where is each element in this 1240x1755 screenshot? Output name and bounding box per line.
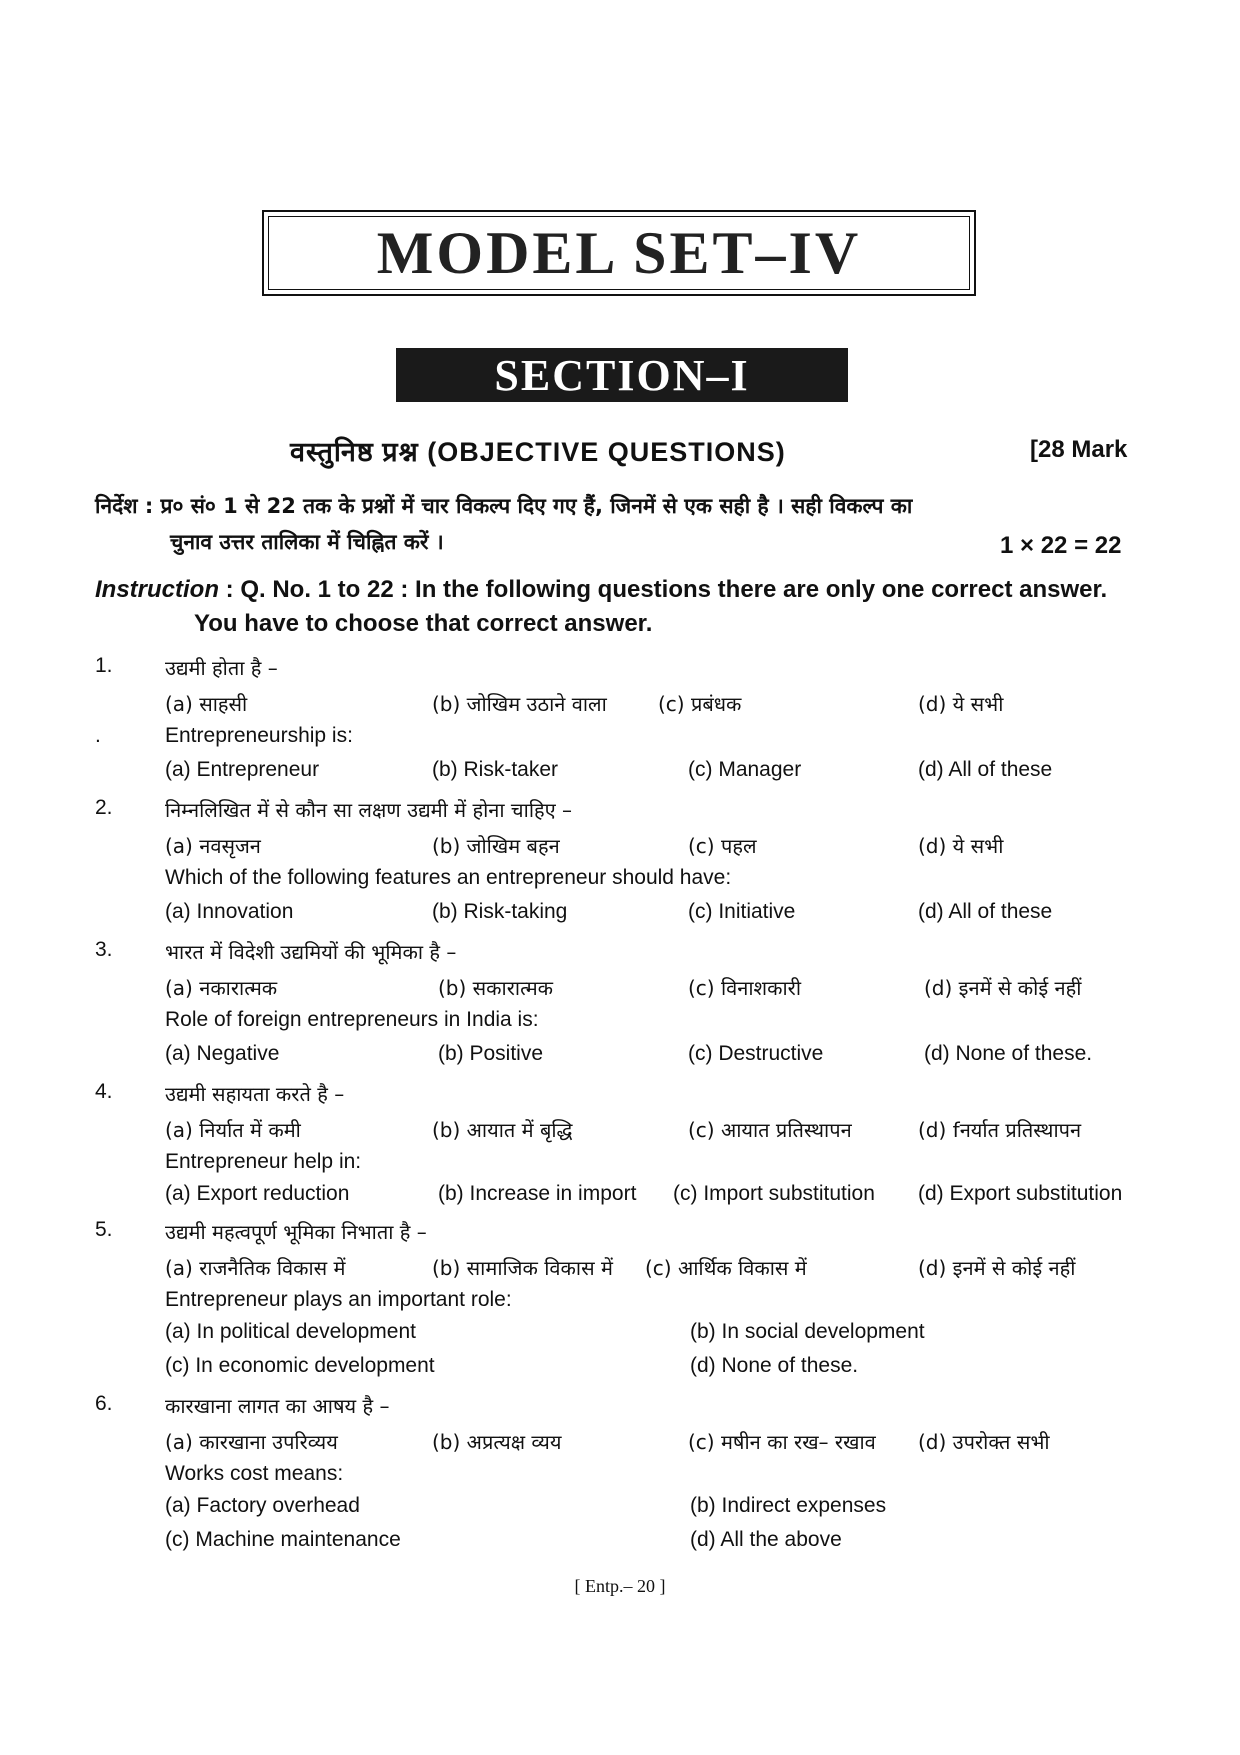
hindi-instruction-line1: निर्देश : प्र० सं० 1 से 22 तक के प्रश्नों में चार विकल्प दिए गए हैं, जिनमें से एक सही है । सही विकल्प का	[95, 494, 913, 518]
question-english: Which of the following features an entrepreneur should have:	[165, 866, 732, 889]
option-hindi-b: (b) सामाजिक विकास में	[432, 1256, 613, 1280]
option-english-a: (a) Factory overhead	[165, 1494, 360, 1517]
option-hindi-a: (a) साहसी	[165, 692, 248, 716]
option-hindi-c: (c) आर्थिक विकास में	[645, 1256, 807, 1280]
option-hindi-b: (b) आयात में बृद्धि	[432, 1118, 573, 1142]
question-number: 5.	[95, 1218, 113, 1241]
title-box	[262, 210, 976, 296]
question-english: Entrepreneur help in:	[165, 1150, 362, 1173]
option-english-b: (b) Risk-taking	[432, 900, 568, 923]
option-english-d: (d) All of these	[918, 758, 1053, 781]
option-hindi-c: (c) पहल	[688, 834, 757, 858]
option-english-d: (d) Export substitution	[918, 1182, 1123, 1205]
option-hindi-d: (d) इनमें से कोई नहीं	[924, 976, 1082, 1000]
question-english: Entrepreneur plays an important role:	[165, 1288, 512, 1311]
option-english-b: (b) Increase in import	[438, 1182, 637, 1205]
instruction-line2: You have to choose that correct answer.	[194, 610, 653, 637]
option-english-a: (a) Negative	[165, 1042, 280, 1065]
question-hindi: उद्यमी होता है –	[165, 656, 278, 680]
question-number: 4.	[95, 1080, 113, 1103]
option-hindi-d: (d) इनमें से कोई नहीं	[918, 1256, 1076, 1280]
question-number-en: .	[95, 724, 101, 747]
option-hindi-c: (c) प्रबंधक	[658, 692, 742, 716]
option-hindi-a: (a) नवसृजन	[165, 834, 261, 858]
question-hindi: निम्नलिखित में से कौन सा लक्षण उद्यमी में होना चाहिए –	[165, 798, 573, 822]
option-english-c: (c) In economic development	[165, 1354, 435, 1377]
option-hindi-c: (c) मषीन का रख– रखाव	[688, 1430, 876, 1454]
question-english: Works cost means:	[165, 1462, 344, 1485]
option-english-c: (c) Import substitution	[673, 1182, 875, 1205]
option-english-d: (d) None of these.	[924, 1042, 1093, 1065]
option-english-c: (c) Initiative	[688, 900, 796, 923]
hindi-instruction-line2: चुनाव उत्तर तालिका में चिह्नित करें ।	[170, 530, 444, 554]
instruction-line1	[95, 576, 1107, 604]
option-hindi-d: (d) उपरोक्त सभी	[918, 1430, 1050, 1454]
option-hindi-b: (b) जोखिम बहन	[432, 834, 560, 858]
option-english-c: (c) Destructive	[688, 1042, 824, 1065]
question-english: Role of foreign entrepreneurs in India is:	[165, 1008, 539, 1031]
question-number: 1.	[95, 654, 113, 677]
option-english-b: (b) In social development	[690, 1320, 925, 1343]
page-footer: [ Entp.– 20 ]	[574, 1576, 666, 1596]
option-english-d: (d) All of these	[918, 900, 1053, 923]
instruction-text: : Q. No. 1 to 22 : In the following questions there are only one correct answer.	[219, 576, 1108, 603]
question-number: 6.	[95, 1392, 113, 1415]
option-hindi-b: (b) जोखिम उठाने वाला	[432, 692, 607, 716]
score-formula: 1 × 22 = 22	[1000, 532, 1122, 559]
option-english-c: (c) Machine maintenance	[165, 1528, 401, 1551]
option-english-b: (b) Indirect expenses	[690, 1494, 887, 1517]
option-hindi-b: (b) अप्रत्यक्ष व्यय	[432, 1430, 562, 1454]
option-hindi-d: (d) ये सभी	[918, 834, 1004, 858]
question-hindi: उद्यमी सहायता करते है –	[165, 1082, 345, 1106]
section-heading: SECTION–I	[396, 348, 848, 402]
option-hindi-c: (c) आयात प्रतिस्थापन	[688, 1118, 852, 1142]
option-english-a: (a) Export reduction	[165, 1182, 350, 1205]
option-hindi-d: (d) ये सभी	[918, 692, 1004, 716]
question-number: 3.	[95, 938, 113, 961]
question-hindi: उद्यमी महत्वपूर्ण भूमिका निभाता है –	[165, 1220, 427, 1244]
option-hindi-a: (a) नकारात्मक	[165, 976, 278, 1000]
option-english-b: (b) Positive	[438, 1042, 544, 1065]
option-english-a: (a) Innovation	[165, 900, 294, 923]
question-hindi: भारत में विदेशी उद्यमियों की भूमिका है –	[165, 940, 457, 964]
option-english-d: (d) None of these.	[690, 1354, 859, 1377]
objective-heading: वस्तुनिष्ठ प्रश्न (OBJECTIVE QUESTIONS)	[290, 437, 786, 467]
question-number: 2.	[95, 796, 113, 819]
option-english-d: (d) All the above	[690, 1528, 842, 1551]
question-english: Entrepreneurship is:	[165, 724, 353, 747]
option-english-a: (a) Entrepreneur	[165, 758, 320, 781]
option-english-a: (a) In political development	[165, 1320, 416, 1343]
marks-label: [28 Mark	[1030, 436, 1128, 463]
option-hindi-c: (c) विनाशकारी	[688, 976, 802, 1000]
option-english-b: (b) Risk-taker	[432, 758, 559, 781]
instruction-label: Instruction	[95, 576, 219, 603]
page-title: MODEL SET–IV	[268, 216, 970, 290]
option-hindi-a: (a) निर्यात में कमी	[165, 1118, 301, 1142]
question-hindi: कारखाना लागत का आषय है –	[165, 1394, 390, 1418]
option-hindi-b: (b) सकारात्मक	[438, 976, 554, 1000]
option-hindi-a: (a) कारखाना उपरिव्यय	[165, 1430, 338, 1454]
option-english-c: (c) Manager	[688, 758, 802, 781]
option-hindi-d: (d) fनर्यात प्रतिस्थापन	[918, 1118, 1082, 1142]
option-hindi-a: (a) राजनैतिक विकास में	[165, 1256, 346, 1280]
